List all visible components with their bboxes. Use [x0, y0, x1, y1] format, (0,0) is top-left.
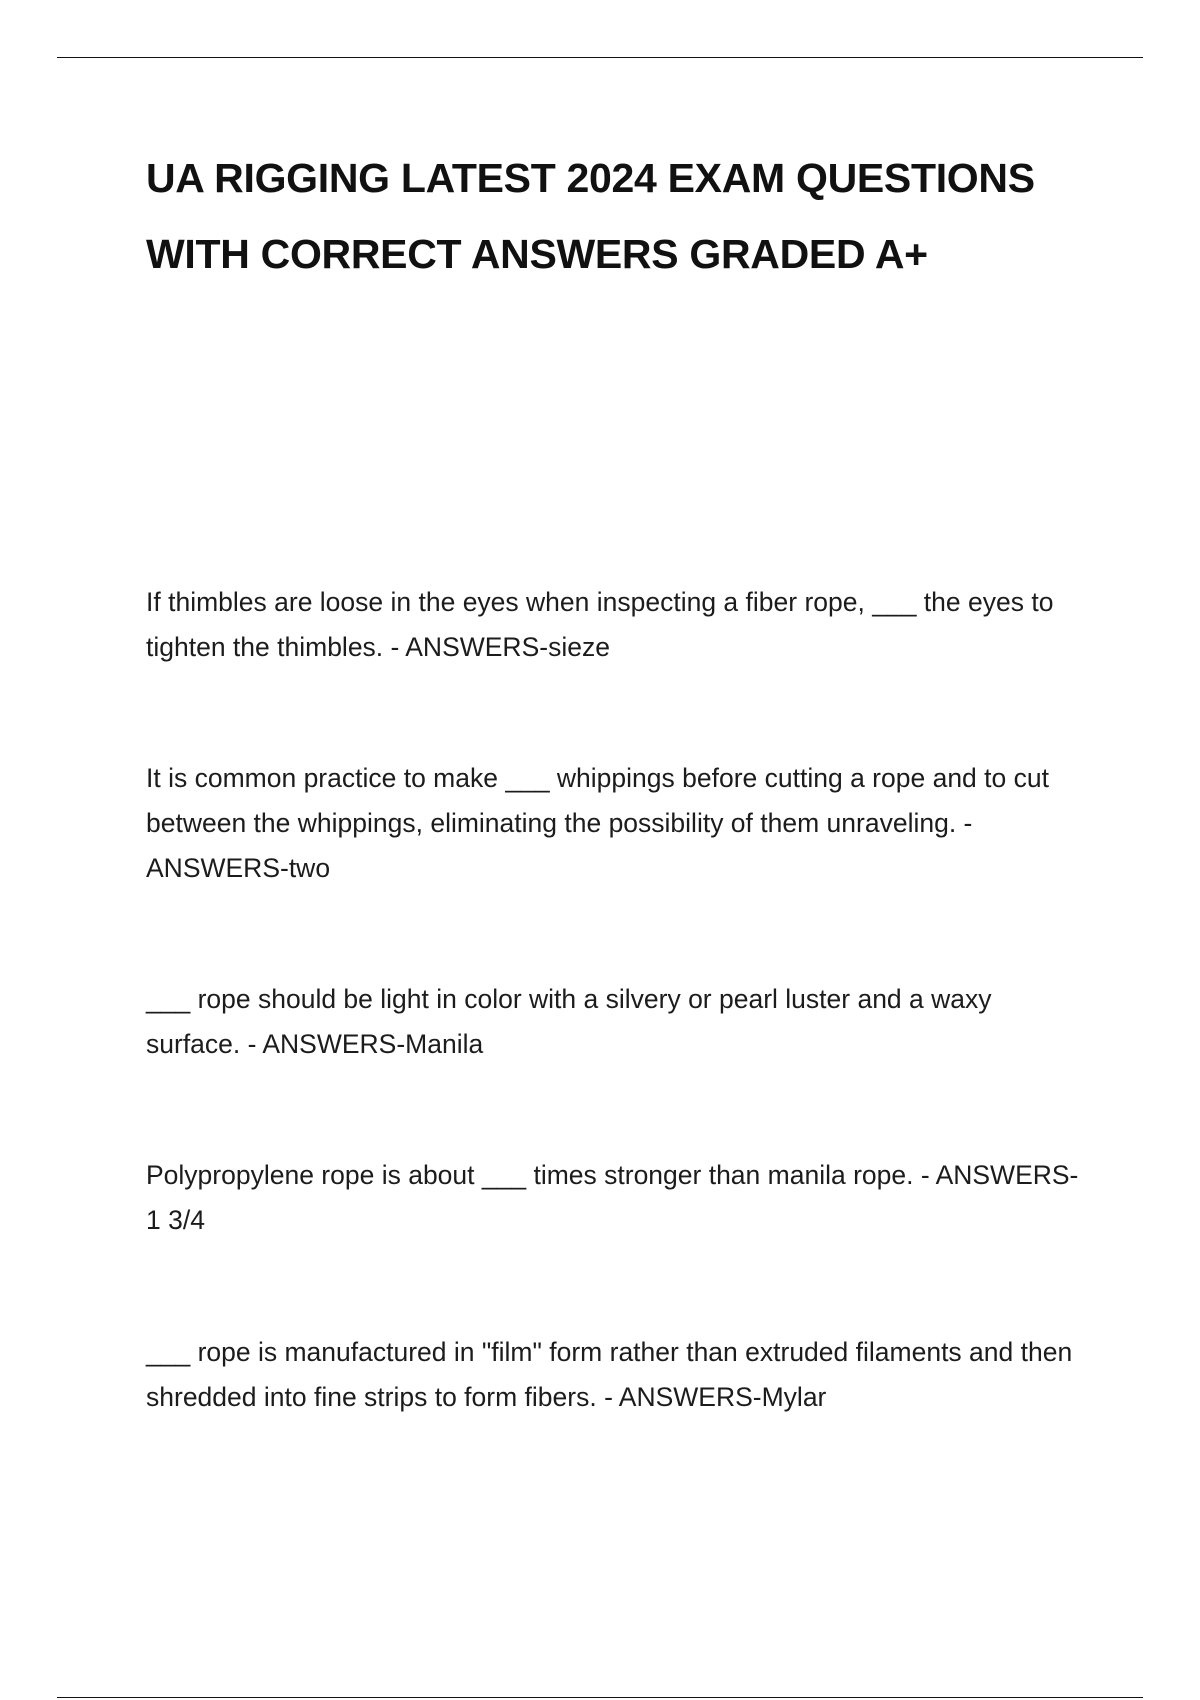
question-item: It is common practice to make ___ whippings before cutting a rope and to cut between the whippings, eliminating the possibility of them unraveling. - ANSWERS-two	[146, 763, 1049, 883]
question-item: ___ rope should be light in color with a silvery or pearl luster and a waxy surface. - ANSWERS-Manila	[146, 984, 992, 1059]
header-rule	[57, 57, 1143, 58]
footer-rule	[57, 1697, 1143, 1698]
question-item: Polypropylene rope is about ___ times stronger than manila rope. - ANSWERS-1 3/4	[146, 1160, 1079, 1235]
question-item: If thimbles are loose in the eyes when inspecting a fiber rope, ___ the eyes to tighten the thimbles. - ANSWERS-sieze	[146, 587, 1054, 662]
question-item: ___ rope is manufactured in "film" form rather than extruded filaments and then shredded into fine strips to form fibers. - ANSWERS-Mylar	[146, 1337, 1073, 1412]
document-title: UA RIGGING LATEST 2024 EXAM QUESTIONS WITH CORRECT ANSWERS GRADED A+	[146, 155, 1035, 277]
